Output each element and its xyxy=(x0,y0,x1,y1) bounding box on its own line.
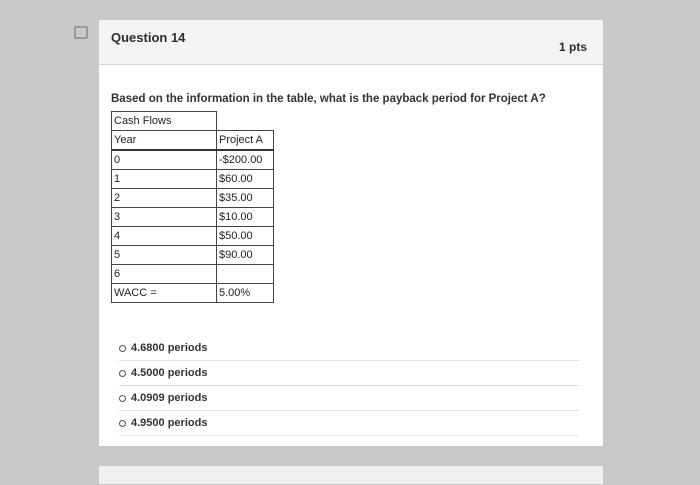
cash-flow-cell: $50.00 xyxy=(217,227,274,246)
table-row xyxy=(112,150,274,170)
year-cell: 4 xyxy=(112,227,217,246)
wacc-row xyxy=(112,284,274,303)
table-header-row xyxy=(112,131,274,151)
question-card xyxy=(98,19,604,447)
cash-flow-cell xyxy=(217,265,274,284)
table-row xyxy=(112,189,274,208)
year-header: Year xyxy=(112,131,217,151)
flag-question-icon[interactable] xyxy=(74,26,88,39)
radio-button-icon[interactable] xyxy=(119,370,126,377)
answer-option[interactable] xyxy=(119,411,579,436)
table-row xyxy=(112,227,274,246)
radio-button-icon[interactable] xyxy=(119,420,126,427)
answer-label: 4.6800 periods xyxy=(131,342,208,354)
answer-label: 4.9500 periods xyxy=(131,417,208,429)
table-row xyxy=(112,246,274,265)
table-row xyxy=(112,265,274,284)
year-cell: 2 xyxy=(112,189,217,208)
table-title-row xyxy=(112,112,274,131)
cash-flows-table xyxy=(111,111,274,303)
table-row xyxy=(112,170,274,189)
wacc-value: 5.00% xyxy=(217,284,274,303)
answer-option[interactable] xyxy=(119,386,579,411)
answer-label: 4.5000 periods xyxy=(131,367,208,379)
year-cell: 5 xyxy=(112,246,217,265)
radio-button-icon[interactable] xyxy=(119,395,126,402)
radio-button-icon[interactable] xyxy=(119,345,126,352)
next-question-card xyxy=(98,465,604,485)
question-points: 1 pts xyxy=(558,40,587,54)
question-title: Question 14 xyxy=(111,30,186,45)
year-cell: 3 xyxy=(112,208,217,227)
answer-options xyxy=(119,336,579,436)
cash-flow-cell: -$200.00 xyxy=(217,150,274,170)
answer-option[interactable] xyxy=(119,336,579,361)
wacc-label: WACC = xyxy=(112,284,217,303)
year-cell: 6 xyxy=(112,265,217,284)
question-header xyxy=(99,20,603,65)
project-header: Project A xyxy=(217,131,274,151)
question-text: Based on the information in the table, what is the payback period for Project A? xyxy=(111,93,546,105)
table-row xyxy=(112,208,274,227)
year-cell: 1 xyxy=(112,170,217,189)
answer-option[interactable] xyxy=(119,361,579,386)
cash-flow-cell: $10.00 xyxy=(217,208,274,227)
cash-flow-cell: $90.00 xyxy=(217,246,274,265)
cash-flow-cell: $60.00 xyxy=(217,170,274,189)
answer-label: 4.0909 periods xyxy=(131,392,208,404)
cash-flow-cell: $35.00 xyxy=(217,189,274,208)
year-cell: 0 xyxy=(112,150,217,170)
table-title: Cash Flows xyxy=(112,112,217,131)
